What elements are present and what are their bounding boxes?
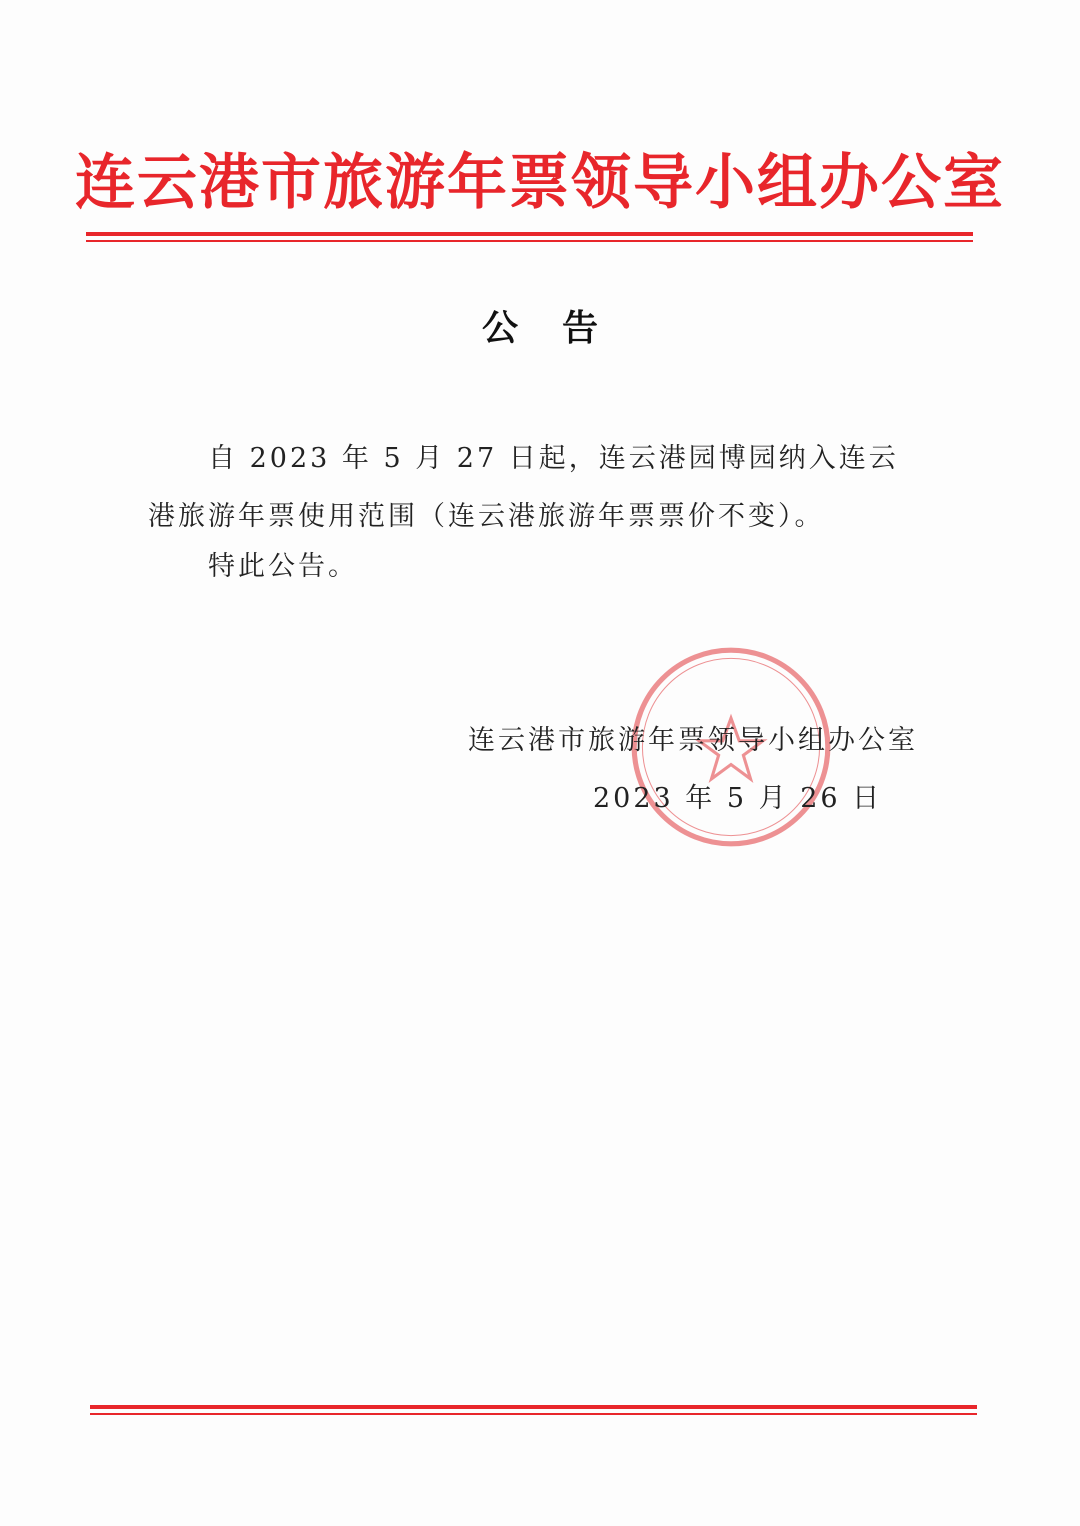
letterhead-rule-thick xyxy=(86,232,973,236)
footer-rule-thick xyxy=(90,1405,977,1409)
signature-organization: 连云港市旅游年票领导小组办公室 xyxy=(468,725,918,756)
letterhead-rule-thin xyxy=(86,240,973,242)
letterhead-title: 连云港市旅游年票领导小组办公室 xyxy=(75,148,1005,218)
notice-body xyxy=(148,430,918,546)
notice-body-paragraph: 自 2023 年 5 月 27 日起，连云港园博园纳入连云港旅游年票使用范围（连云港旅游年票票价不变）。 xyxy=(148,443,899,532)
signature-date: 2023 年 5 月 26 日 xyxy=(593,783,883,814)
notice-closing: 特此公告。 xyxy=(208,551,358,582)
footer-rule-thin xyxy=(90,1413,977,1415)
notice-title: 公告 xyxy=(481,307,642,349)
